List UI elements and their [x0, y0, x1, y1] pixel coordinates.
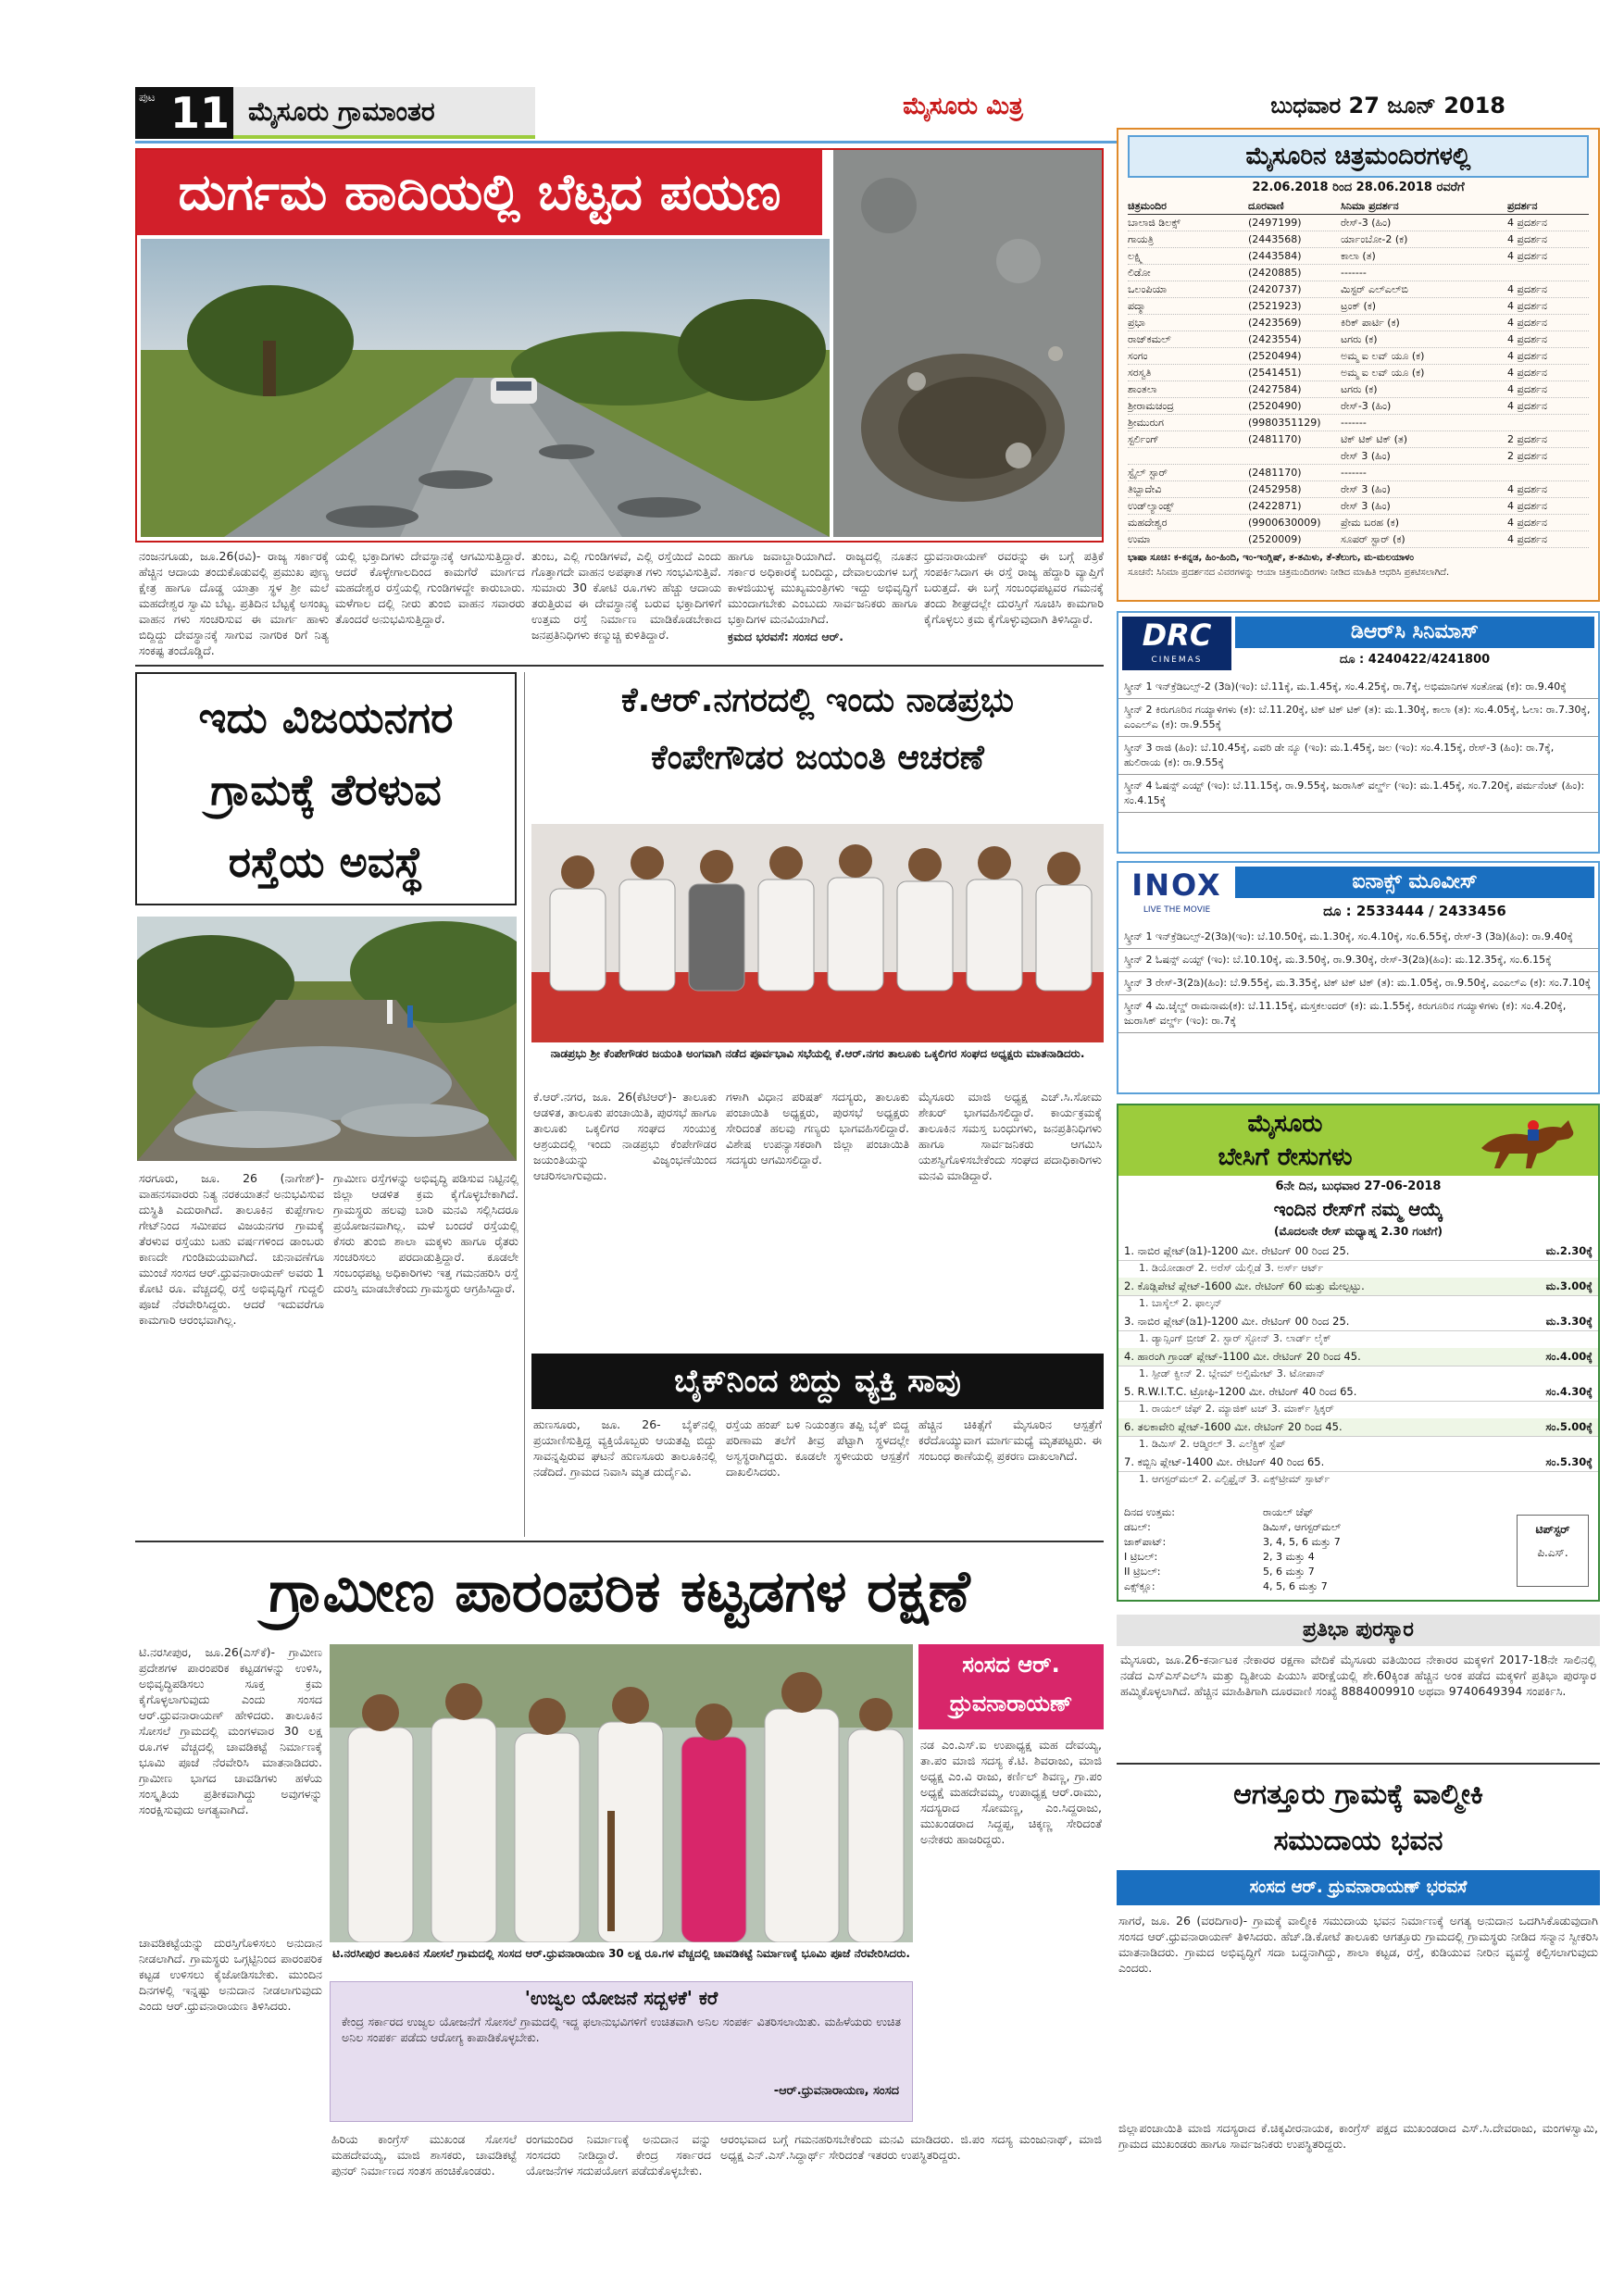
cinema-cell: ಗಾಯತ್ರಿ — [1128, 233, 1154, 245]
section-label: ಮೈಸೂರು ಗ್ರಾಮಾಂತರ — [233, 87, 535, 139]
race-item — [1118, 1454, 1598, 1472]
race-time: ಸಂ.4.30ಕ್ಕೆ — [1545, 1385, 1593, 1398]
cinema-cell: ಕಿರಿಕ್ ಪಾರ್ಟಿ (ಕ) — [1341, 317, 1400, 329]
lead-column-4 — [728, 548, 918, 659]
village-right-rule — [524, 672, 525, 1537]
cinema-cell: ಟಿಕ್ ಟಿಕ್ ಟಿಕ್ (ತ) — [1341, 433, 1407, 445]
cinema-cell: ಪದ್ಮಾ — [1128, 300, 1146, 312]
cinema-cell: (2423554) — [1248, 333, 1302, 345]
lead-column-2: ಯಲ್ಲಿ ಭಕ್ತಾದಿಗಳು ದೇವಸ್ಥಾನಕ್ಕೆ ಆಗಮಿಸುತ್ತಿದ್ದಾರೆ. ಆದರೆ ಕೊಳ್ಳೇಗಾಲದಿಂದ ಕಾಮಗೆರೆ ಮಾರ್ಗದ ಮಹದೇಶ್ವರ ರಸ್ತೆಯಲ್ಲಿ ಗುಂಡಿಗಳದ್ದೇ ಕಾರುಬಾರು. ಮಳೆಗಾಲ ದಲ್ಲಿ ನೀರು ತುಂಬಿ ವಾಹನ ಸವಾರರು ತೊಂದರೆ ಅನುಭವಿಸುತ್ತಿದ್ದಾರೆ. — [335, 549, 525, 626]
village-photo-muddy-road — [137, 917, 517, 1161]
cinema-cell: 4 ಪ್ರದರ್ಶನ — [1507, 333, 1547, 345]
cinema-listing-box — [1117, 128, 1600, 602]
bike-headline-band — [531, 1354, 1104, 1409]
page-word: ಪುಟ — [139, 91, 156, 104]
cinema-row — [1128, 431, 1589, 448]
inox-screen-list — [1118, 926, 1598, 1033]
cinema-cell: ರೇಸ್ 3 (ಹಿಂ) — [1341, 450, 1391, 462]
race-tip-label: ಡಬಲ್: — [1124, 1521, 1151, 1533]
cinema-cell: (2520490) — [1248, 400, 1302, 412]
heritage-column-b3: ರಂಗಮಂದಿರ ನಿರ್ಮಾಣಕ್ಕೆ ಅನುದಾನ ವನ್ನು ಸಂಸದರು ನೀಡಿದ್ದಾರೆ. ಕೇಂದ್ರ ಸರ್ಕಾರದ ಯೋಜನೆಗಳ ಸದುಪಯೋಗ ಪಡೆದುಕೊಳ್ಳಬೇಕು. — [526, 2132, 711, 2177]
cinema-cell: ಉಡ್‌ಲ್ಯಾಂಡ್ಸ್ — [1128, 500, 1174, 512]
race-name: 2. ಕೊಡ್ಲಿಪೇಟೆ ಪ್ಲೇಟ್-1600 ಮೀ. ರೇಟಿಂಗ್ 60 ಮತ್ತು ಮೇಲ್ಪಟ್ಟು. — [1124, 1279, 1365, 1292]
race-item — [1118, 1383, 1598, 1402]
inox-logo-sub: LIVE THE MOVIE — [1143, 905, 1211, 915]
race-tip-value: 4, 5, 6 ಮತ್ತು 7 — [1263, 1580, 1328, 1592]
race-time: ಸಂ.5.30ಕ್ಕೆ — [1545, 1455, 1593, 1468]
cinema-cell: ಟಗರು (ಕ) — [1341, 333, 1378, 345]
cinema-cell: ಸ್ಟೈಲ್ ಸ್ಟಾರ್ — [1128, 467, 1168, 479]
inox-screen-item: ಸ್ಕ್ರೀನ್ 2 ಓಷನ್ಸ್ ಎಯ್ಟ್ (ಇಂ): ಬೆ.10.10ಕ್ಕೆ, ಮ.3.50ಕ್ಕೆ, ರಾ.9.30ಕ್ಕೆ, ರೇಸ್-3(2ಡಿ)(ಹಿಂ): ಮ.12.35ಕ್ಕೆ, ಸಂ.6.15ಕ್ಕೆ — [1118, 949, 1598, 972]
cinema-cell: (2420885) — [1248, 267, 1302, 279]
race-tip-label: I ಟ್ರಿಬಲ್: — [1124, 1551, 1158, 1563]
race-item — [1118, 1418, 1598, 1437]
race-name: 4. ಹಾರಂಗಿ ಗ್ರಾಂಡ್ ಪ್ಲೇಟ್-1100 ಮೀ. ರೇಟಿಂಗ್ 20 ರಿಂದ 45. — [1124, 1350, 1361, 1363]
heritage-column-b4: ಆರಂಭವಾದ ಬಗ್ಗೆ ಗಮನಹರಿಸಬೇಕೆಂದು ಮನವಿ ಮಾಡಿದರು. ಜಿ.ಪಂ ಸದಸ್ಯ ಮಂಜುನಾಥ್, ಮಾಜಿ ಅಧ್ಯಕ್ಷ ಎನ್.ಎಸ್.ಸಿದ್ಧಾರ್ಥ್ ಸೇರಿದಂತೆ ಇತರರು ಉಪಸ್ಥಿತರಿದ್ದರು. — [720, 2132, 1102, 2162]
drc-screen-list — [1118, 676, 1598, 813]
village-column-1: ಸರಗೂರು, ಜೂ. 26 (ನಾಗೇಶ್)- ವಾಹನಸವಾರರು ನಿತ್ಯ ನರಕಯಾತನೆ ಅನುಭವಿಸುವ ದುಸ್ಥಿತಿ ಎದುರಾಗಿದೆ. ತಾಲೂಕಿನ ಕುಪ್ಪೇಗಾಲ ಗೇಟ್‌ನಿಂದ ಸಮೀಪದ ವಿಜಯನಗರ ಗ್ರಾಮಕ್ಕೆ ತೆರಳುವ ರಸ್ತೆಯು ಬಹು ವರ್ಷಗಳಿಂದ ಡಾಂಬರು ಕಾಣದೇ ಗುಂಡಿಮಯವಾಗಿದೆ. ಚುನಾವಣೆಗೂ ಮುಂಚೆ ಸಂಸದ ಆರ್.ಧ್ರುವನಾರಾಯಣ್ ಅವರು 1 ಕೋಟಿ ರೂ. ವೆಚ್ಚದಲ್ಲಿ ರಸ್ತೆ ಅಭಿವೃದ್ಧಿಗೆ ಗುದ್ದಲಿ ಪೂಜೆ ನೆರವೇರಿಸಿದ್ದರು. ಆದರೆ ಇದುವರೆಗೂ ಕಾಮಗಾರಿ ಆರಂಭವಾಗಿಲ್ಲ. — [139, 1171, 324, 1327]
race-list — [1118, 1242, 1598, 1489]
cinema-cell: ಟ್ರಂಕ್ (ಕ) — [1341, 300, 1377, 312]
cinema-cell: 4 ಪ್ರದರ್ಶನ — [1507, 517, 1547, 529]
cinema-row — [1128, 365, 1589, 381]
cinema-cell: 4 ಪ್ರದರ್ಶನ — [1507, 383, 1547, 395]
cinema-cell: (2520009) — [1248, 533, 1302, 545]
cinema-row — [1128, 381, 1589, 398]
races-title-line2: ಬೇಸಿಗೆ ರೇಸುಗಳು — [1218, 1143, 1353, 1171]
cinema-cell: 4 ಪ್ರದರ್ಶನ — [1507, 250, 1547, 262]
kempegowda-column-3: ಮೈಸೂರು ಮಾಜಿ ಅಧ್ಯಕ್ಷ ಎಚ್.ಸಿ.ಸೋಮ ಶೇಖರ್ ಭಾಗವಹಿಸಲಿದ್ದಾರೆ. ಕಾರ್ಯಕ್ರಮಕ್ಕೆ ತಾಲೂಕಿನ ಸಮಸ್ತ ಬಂಧುಗಳು, ಜನಪ್ರತಿನಿಧಿಗಳು ಹಾಗೂ ಸಾರ್ವಜನಿಕರು ಆಗಮಿಸಿ ಯಶಸ್ವಿಗೊಳಿಸಬೇಕೆಂದು ಸಂಘದ ಪದಾಧಿಕಾರಿಗಳು ಮನವಿ ಮಾಡಿದ್ದಾರೆ. — [918, 1090, 1102, 1182]
cinema-row — [1128, 398, 1589, 415]
cinema-row — [1128, 265, 1589, 281]
cinema-legend: ಭಾಷಾ ಸೂಚಿ: ಕ-ಕನ್ನಡ, ಹಿಂ-ಹಿಂದಿ, ಇಂ-ಇಂಗ್ಲಿಷ್, ತ-ತಮಿಳು, ತೆ-ತೆಲುಗು, ಮ-ಮಲಯಾಳಂ — [1128, 553, 1414, 563]
drc-screen-item: ಸ್ಕ್ರೀನ್ 1 ಇನ್‌ಕ್ರೆಡಿಬಲ್ಸ್-2 (3ಡಿ)(ಇಂ): ಬೆ.11ಕ್ಕೆ, ಮ.1.45ಕ್ಕೆ, ಸಂ.4.25ಕ್ಕೆ, ರಾ.7ಕ್ಕೆ, ಅಭಿಮಾನಿಗಳ ಸಂತೋಷ (ಕ): ರಾ.9.40ಕ್ಕೆ — [1118, 676, 1598, 699]
cinema-cell: ಸಂಗಂ — [1128, 350, 1148, 362]
valmiki-text-1: ಸಾಗರೆ, ಜೂ. 26 (ವರದಿಗಾರ)- ಗ್ರಾಮಕ್ಕೆ ವಾಲ್ಮೀಕಿ ಸಮುದಾಯ ಭವನ ನಿರ್ಮಾಣಕ್ಕೆ ಅಗತ್ಯ ಅನುದಾನ ಒದಗಿಸಿಕೊಡುವುದಾಗಿ ಸಂಸದ ಆರ್.ಧ್ರುವನಾರಾಯಣ್ ತಿಳಿಸಿದರು. ಹೆಚ್.ಡಿ.ಕೋಟೆ ತಾಲೂಕು ಆಗತ್ತೂರು ಗ್ರಾಮದಲ್ಲಿ ಗ್ರಾಮಸ್ಥರು ನೀಡಿದ ಸನ್ಮಾನ ಸ್ವೀಕರಿಸಿ ಮಾತನಾಡಿದರು. ಗ್ರಾಮದ ಅಭಿವೃದ್ಧಿಗೆ ಸದಾ ಬದ್ಧನಾಗಿದ್ದು, ಶಾಲಾ ಕಟ್ಟಡ, ರಸ್ತೆ, ಕುಡಿಯುವ ನೀರಿನ ವ್ಯವಸ್ಥೆ ಕಲ್ಪಿಸಲಾಗುವುದು ಎಂದರು. — [1118, 1914, 1598, 1975]
tipster-badge — [1517, 1515, 1589, 1587]
cinema-row — [1128, 481, 1589, 498]
race-item — [1118, 1242, 1598, 1261]
cinema-row — [1128, 448, 1589, 465]
cinema-cell: ------- — [1341, 267, 1367, 279]
cinema-cell: (2481170) — [1248, 467, 1302, 479]
race-tips — [1118, 1505, 1507, 1594]
heritage-column-1: ಟಿ.ನರಸೀಪುರ, ಜೂ.26(ಎಸ್‌ಕೆ)- ಗ್ರಾಮೀಣ ಪ್ರದೇಶಗಳ ಪಾರಂಪರಿಕ ಕಟ್ಟಡಗಳನ್ನು ಉಳಿಸಿ, ಅಭಿವೃದ್ಧಿಪಡಿಸಲು ಸೂಕ್ತ ಕ್ರಮ ಕೈಗೊಳ್ಳಲಾಗುವುದು ಎಂದು ಸಂಸದ ಆರ್.ಧ್ರುವನಾರಾಯಣ್ ಹೇಳಿದರು. ತಾಲೂಕಿನ ಸೋಸಲೆ ಗ್ರಾಮದಲ್ಲಿ ಮಂಗಳವಾರ 30 ಲಕ್ಷ ರೂ.ಗಳ ವೆಚ್ಚದಲ್ಲಿ ಚಾವಡಿಕಟ್ಟೆ ನಿರ್ಮಾಣಕ್ಕೆ ಭೂಮಿ ಪೂಜೆ ನೆರವೇರಿಸಿ ಮಾತನಾಡಿದರು. ಗ್ರಾಮೀಣ ಭಾಗದ ಚಾವಡಿಗಳು ಹಳೆಯ ಸಂಸ್ಕೃತಿಯ ಪ್ರತೀಕವಾಗಿದ್ದು ಅವುಗಳನ್ನು ಸಂರಕ್ಷಿಸುವುದು ಅಗತ್ಯವಾಗಿದೆ. — [139, 1645, 322, 1816]
cinema-cell: (2443584) — [1248, 250, 1302, 262]
cinema-cell: ರೇಸ್-3 (ಹಿಂ) — [1341, 217, 1392, 229]
cinema-cell: 4 ಪ್ರದರ್ಶನ — [1507, 367, 1547, 379]
inox-screen-item: ಸ್ಕ್ರೀನ್ 1 ಇನ್‌ಕ್ರೆಡಿಬಲ್ಸ್-2(3ಡಿ)(ಇಂ): ಬೆ.10.50ಕ್ಕೆ, ಮ.1.30ಕ್ಕೆ, ಸಂ.4.10ಕ್ಕೆ, ಸಂ.6.55ಕ್ಕೆ, ರೇಸ್-3 (3ಡಿ)(ಹಿಂ): ರಾ.9.40ಕ್ಕೆ — [1118, 926, 1598, 949]
tipster-name: ಪಿ.ಎಸ್. — [1537, 1546, 1568, 1559]
race-name: 1. ನಾಬಿರ ಪ್ಲೇಟ್(ಡಿ1)-1200 ಮೀ. ರೇಟಿಂಗ್ 00 ರಿಂದ 25. — [1124, 1244, 1350, 1257]
races-box — [1117, 1104, 1600, 1602]
drc-screen-item: ಸ್ಕ್ರೀನ್ 4 ಓಷನ್ಸ್ ಎಯ್ಟ್ (ಇಂ): ಬೆ.11.15ಕ್ಕೆ, ರಾ.9.55ಕ್ಕೆ, ಜುರಾಸಿಕ್ ವರ್ಲ್ಡ್ (ಇಂ): ಮ.1.45ಕ್ಕೆ, ಸಂ.7.20ಕ್ಕೆ, ಪರ್ಮನೆಂಟ್ (ಹಿಂ): ಸಂ.4.15ಕ್ಕೆ — [1118, 775, 1598, 813]
lead-headline-band — [137, 150, 822, 235]
race-picks: 1. ಆಗಸ್ಟರ್‌ಮಲ್ 2. ಎಲ್ಟಿಫ್ರೈನ್ 3. ಎಕ್ಸ್‌ಟ್ರೀಮ್ ಸ್ಪಾರ್ಟ್ — [1139, 1473, 1330, 1485]
cinema-cell: ಲಿಡೋ — [1128, 267, 1151, 279]
masthead-date: ಬುಧವಾರ 27 ಜೂನ್ 2018 — [1270, 93, 1505, 119]
cinema-cell: ಮಹದೇಶ್ವರ — [1128, 517, 1168, 529]
inox-phone: ದೂ : 2533444 / 2433456 — [1323, 903, 1506, 919]
cinema-row — [1128, 281, 1589, 298]
lead-column-5: ಧ್ರುವನಾರಾಯಣ್ ರವರನ್ನು ಈ ಬಗ್ಗೆ ಪತ್ರಿಕೆ ಸಂಪರ್ಕಿಸಿದಾಗ ಈ ರಸ್ತೆ ರಾಜ್ಯ ಹೆದ್ದಾರಿ ವ್ಯಾಪ್ತಿಗೆ ಬರುತ್ತದೆ. ಈ ಬಗ್ಗೆ ಸಂಬಂಧಪಟ್ಟವರ ಗಮನಕ್ಕೆ ತಂದು ಶೀಘ್ರದಲ್ಲೇ ದುರಸ್ತಿಗೆ ಸೂಚಿಸಿ ಕಾಮಗಾರಿ ಕೈಗೊಳ್ಳಲು ಕ್ರಮ ಕೈಗೊಳ್ಳುವುದಾಗಿ ತಿಳಿಸಿದ್ದಾರೆ. — [924, 549, 1104, 626]
cinema-row — [1128, 498, 1589, 515]
cinema-cell: 2 ಪ್ರದರ್ಶನ — [1507, 433, 1547, 445]
cinema-table-header: ಚಿತ್ರಮಂದಿರ ದೂರವಾಣಿ ಸಿನಿಮಾ ಪ್ರದರ್ಶನ ಪ್ರದರ್ಶನ — [1128, 198, 1589, 215]
award-box — [1117, 1615, 1600, 1755]
heritage-headline: ಗ್ರಾಮೀಣ ಪಾರಂಪರಿಕ ಕಟ್ಟಡಗಳ ರಕ್ಷಣೆ — [269, 1557, 970, 1625]
race-picks: 1. ಡಿಮಿಸ್ 2. ಆಡ್ಮಿರಲ್ 3. ಎಲೆಕ್ಟ್ರಿಕ್ ಸ್ಟೆಪ್ — [1139, 1438, 1286, 1450]
cinema-row — [1128, 298, 1589, 315]
cinema-row — [1128, 315, 1589, 331]
cinema-cell: ಶ್ರೀರಾಮಚಂದ್ರ — [1128, 400, 1174, 412]
village-column-2: ಗ್ರಾಮೀಣ ರಸ್ತೆಗಳನ್ನು ಅಭಿವೃದ್ಧಿ ಪಡಿಸುವ ನಿಟ್ಟಿನಲ್ಲಿ ಜಿಲ್ಲಾ ಆಡಳಿತ ಕ್ರಮ ಕೈಗೊಳ್ಳಬೇಕಾಗಿದೆ. ಗ್ರಾಮಸ್ಥರು ಹಲವು ಬಾರಿ ಮನವಿ ಸಲ್ಲಿಸಿದರೂ ಪ್ರಯೋಜನವಾಗಿಲ್ಲ. ಮಳೆ ಬಂದರೆ ರಸ್ತೆಯಲ್ಲಿ ಕೆಸರು ತುಂಬಿ ಶಾಲಾ ಮಕ್ಕಳು ಹಾಗೂ ರೈತರು ಸಂಚರಿಸಲು ಪರದಾಡುತ್ತಿದ್ದಾರೆ. ಕೂಡಲೇ ಸಂಬಂಧಪಟ್ಟ ಅಧಿಕಾರಿಗಳು ಇತ್ತ ಗಮನಹರಿಸಿ ರಸ್ತೆ ದುರಸ್ತಿ ಮಾಡಬೇಕೆಂದು ಗ್ರಾಮಸ್ಥರು ಆಗ್ರಹಿಸಿದ್ದಾರೆ. — [333, 1171, 518, 1295]
cinema-cell: 4 ಪ್ರದರ್ಶನ — [1507, 350, 1547, 362]
cinema-row — [1128, 348, 1589, 365]
drc-title-band — [1235, 617, 1594, 648]
inox-screen-item: ಸ್ಕ್ರೀನ್ 3 ರೇಸ್-3(2ಡಿ)(ಹಿಂ): ಬೆ.9.55ಕ್ಕೆ, ಮ.3.35ಕ್ಕೆ, ಟಿಕ್ ಟಿಕ್ ಟಿಕ್ (ತ): ಮ.1.05ಕ್ಕೆ, ರಾ.9.50ಕ್ಕೆ, ಎಂಎಲ್‌ಎ (ಕ): ಸಂ.7.10ಕ್ಕೆ — [1118, 972, 1598, 995]
inox-logo — [1122, 867, 1231, 920]
cinema-table-body — [1128, 215, 1589, 548]
valmiki-banner-text: ಸಂಸದ ಆರ್. ಧ್ರುವನಾರಾಯಣ್ ಭರವಸೆ — [1249, 1878, 1468, 1897]
race-name: 5. R.W.I.T.C. ಟ್ರೋಫಿ-1200 ಮೀ. ರೇಟಿಂಗ್ 40 ರಿಂದ 65. — [1124, 1385, 1357, 1398]
kempegowda-column-1: ಕೆ.ಆರ್.ನಗರ, ಜೂ. 26(ಕೆಟಿಆರ್)- ತಾಲೂಕು ಆಡಳಿತ, ತಾಲೂಕು ಪಂಚಾಯಿತಿ, ಪುರಸಭೆ ಹಾಗೂ ತಾಲೂಕು ಒಕ್ಕಲಿಗರ ಸಂಘದ ಸಂಯುಕ್ತ ಆಶ್ರಯದಲ್ಲಿ ಇಂದು ನಾಡಪ್ರಭು ಕೆಂಪೇಗೌಡರ ಜಯಂತಿಯನ್ನು ವಿಜೃಂಭಣೆಯಿಂದ ಆಚರಿಸಲಾಗುವುದು. — [533, 1090, 717, 1182]
race-time: ಮ.3.30ಕ್ಕೆ — [1545, 1315, 1593, 1328]
cinema-cell: ರ್ಯಾಂಬೋ-2 (ಕ) — [1341, 233, 1408, 245]
award-rule — [1117, 1763, 1600, 1765]
race-name: 6. ತಲಕಾವೇರಿ ಪ್ಲೇಟ್-1600 ಮೀ. ರೇಟಿಂಗ್ 20 ರಿಂದ 45. — [1124, 1420, 1343, 1433]
race-name: 3. ನಾಬಿರ ಪ್ಲೇಟ್(ಡಿ1)-1200 ಮೀ. ರೇಟಿಂಗ್ 00 ರಿಂದ 25. — [1124, 1315, 1350, 1328]
drc-logo — [1122, 617, 1231, 670]
village-headline-line1: ಇದು ವಿಜಯನಗರ — [198, 693, 454, 742]
race-tip-value: 5, 6 ಮತ್ತು 7 — [1263, 1566, 1315, 1578]
races-first-race: (ಮೊದಲನೇ ರೇಸ್ ಮಧ್ಯಾಹ್ನ 2.30 ಗಂಟೆಗೆ) — [1274, 1225, 1443, 1238]
race-time: ಸಂ.4.00ಕ್ಕೆ — [1545, 1350, 1593, 1363]
heritage-photo-caption: ಟಿ.ನರಸೀಪುರ ತಾಲೂಕಿನ ಸೋಸಲೆ ಗ್ರಾಮದಲ್ಲಿ ಸಂಸದ ಆರ್.ಧ್ರುವನಾರಾಯಣ 30 ಲಕ್ಷ ರೂ.ಗಳ ವೆಚ್ಚದಲ್ಲಿ ಚಾವಡಿಕಟ್ಟೆ ನಿರ್ಮಾಣಕ್ಕೆ ಭೂಮಿ ಪೂಜೆ ನೆರವೇರಿಸಿದರು. — [332, 1947, 910, 1960]
cinema-cell: (9980351129) — [1248, 417, 1321, 429]
cinema-cell: 4 ಪ್ರದರ್ಶನ — [1507, 317, 1547, 329]
race-time: ಮ.3.00ಕ್ಕೆ — [1545, 1279, 1593, 1292]
lead-column-3: ತುಂಬ, ಎಲ್ಲಿ ಗುಂಡಿಗಳವೆ, ಎಲ್ಲಿ ರಸ್ತೆಯಿದೆ ಎಂದು ಗೊತ್ತಾಗದೇ ವಾಹನ ಅಪಘಾತ ಗಳು ಸಂಭವಿಸುತ್ತಿವೆ. ಸುಮಾರು 30 ಕೋಟಿ ರೂ.ಗಳು ಹೆಚ್ಚು ಆದಾಯ ತರುತ್ತಿರುವ ಈ ದೇವಸ್ಥಾನಕ್ಕೆ ಬರುವ ಭಕ್ತಾದಿಗಳಿಗೆ ಉತ್ತಮ ರಸ್ತೆ ನಿರ್ಮಾಣ ಮಾಡಿಕೊಡಬೇಕಾದ ಜನಪ್ರತಿನಿಧಿಗಳು ಕಣ್ಮುಚ್ಚಿ ಕುಳಿತಿದ್ದಾರೆ. — [531, 549, 721, 642]
drc-screen-item: ಸ್ಕ್ರೀನ್ 3 ರಾಜಿ (ಹಿಂ): ಬೆ.10.45ಕ್ಕೆ, ಎವರಿ ಡೇ ನ್ಯೂ (ಇಂ): ಮ.1.45ಕ್ಕೆ, ಜಲ (ಇಂ): ಸಂ.4.15ಕ್ಕೆ, ರೇಸ್-3 (ಹಿಂ): ರಾ.7ಕ್ಕೆ, ಹುಲಿರಾಯ (ಕ): ರಾ.9.55ಕ್ಕೆ — [1118, 737, 1598, 775]
race-picks: 1. ಡ್ಯಾನ್ಸಿಂಗ್ ಬ್ರೀಜ್ 2. ಸ್ಟಾರ್ ಸ್ಟೋನ್ 3. ಲಾರ್ಡ್ ಲೈಕ್ — [1139, 1332, 1331, 1344]
cinema-cell: ರೇಸ್ 3 (ಹಿಂ) — [1341, 500, 1391, 512]
race-time: ಮ.2.30ಕ್ಕೆ — [1545, 1244, 1593, 1257]
race-picks: 1. ಬಾಸ್ಕೆಲ್ 2. ಫಾಲ್ಕನ್ — [1139, 1297, 1222, 1309]
cinema-cell: ಪ್ರೇಮ ಬರಹ (ಕ) — [1341, 517, 1400, 529]
race-tip-label: ದಿನದ ಉತ್ತಮ: — [1124, 1506, 1175, 1518]
cinema-cell: (2443568) — [1248, 233, 1302, 245]
valmiki-headline-line1: ಆಗತ್ತೂರು ಗ್ರಾಮಕ್ಕೆ ವಾಲ್ಮೀಕಿ — [1233, 1778, 1483, 1811]
race-name: 7. ಕಬ್ಬಿನಿ ಪ್ಲೇಟ್-1400 ಮೀ. ರೇಟಿಂಗ್ 40 ರಿಂದ 65. — [1124, 1455, 1325, 1468]
cinema-cell: ------- — [1341, 417, 1367, 429]
lead-headline: ದುರ್ಗಮ ಹಾದಿಯಲ್ಲಿ ಬೆಟ್ಟದ ಪಯಣ — [178, 163, 781, 221]
races-day-line: 6ನೇ ದಿನ, ಬುಧವಾರ 27-06-2018 — [1275, 1179, 1442, 1193]
cinema-cell: (2520494) — [1248, 350, 1302, 362]
cinema-title-band — [1128, 135, 1589, 178]
cinema-cell: 4 ಪ್ರದರ್ಶನ — [1507, 400, 1547, 412]
cinema-cell: (2423569) — [1248, 317, 1302, 329]
cinema-cell: ಸ್ಟರ್ಲಿಂಗ್ — [1128, 433, 1159, 445]
award-title: ಪ್ರತಿಭಾ ಪುರಸ್ಕಾರ — [1117, 1615, 1600, 1646]
ujwala-box-text: ಕೇಂದ್ರ ಸರ್ಕಾರದ ಉಜ್ವಲ ಯೋಜನೆಗೆ ಸೋಸಲೆ ಗ್ರಾಮದಲ್ಲಿ ಇದ್ದ ಫಲಾನುಭವಿಗಳಿಗೆ ಉಚಿತವಾಗಿ ಅನಿಲ ಸಂಪರ್ಕ ವಿತರಿಸಲಾಯಿತು. ಮಹಿಳೆಯರು ಉಚಿತ ಅನಿಲ ಸಂಪರ್ಕ ಪಡೆದು ಆರೋಗ್ಯ ಕಾಪಾಡಿಕೊಳ್ಳಬೇಕು. — [342, 2015, 901, 2044]
race-tip-row — [1118, 1579, 1507, 1594]
cinema-row — [1128, 515, 1589, 531]
kempegowda-photo-meeting — [531, 824, 1104, 1042]
cinema-row — [1128, 415, 1589, 431]
races-title-line1: ಮೈಸೂರು — [1247, 1110, 1323, 1138]
cinema-cell: 2 ಪ್ರದರ್ಶನ — [1507, 450, 1547, 462]
inox-logo-text: INOX — [1131, 867, 1222, 903]
drc-screen-item: ಸ್ಕ್ರೀನ್ 2 ಕಿರುಗೂರಿನ ಗಯ್ಯಾಳಿಗಳು (ಕ): ಬೆ.11.20ಕ್ಕೆ, ಟಿಕ್ ಟಿಕ್ ಟಿಕ್ (ತ): ಮ.1.30ಕ್ಕೆ, ಕಾಲಾ (ತ): ಸಂ.4.05ಕ್ಕೆ, ಓಲಾ: ರಾ.7.30ಕ್ಕೆ, ಎಂಎಲ್‌ಎ (ಕ): ರಾ.9.55ಕ್ಕೆ — [1118, 699, 1598, 737]
ujwala-box-credit: -ಆರ್.ಧ್ರುವನಾರಾಯಣ, ಸಂಸದ — [773, 2084, 899, 2098]
lead-column-1: ನಂಜನಗೂಡು, ಜೂ.26(ರವಿ)- ರಾಜ್ಯ ಸರ್ಕಾರಕ್ಕೆ ಹೆಚ್ಚಿನ ಆದಾಯ ತಂದುಕೊಡುವಲ್ಲಿ ಪ್ರಮುಖ ಪುಣ್ಯ ಕ್ಷೇತ್ರ ಹಾಗೂ ದೊಡ್ಡ ಯಾತ್ರಾ ಸ್ಥಳ ಶ್ರೀ ಮಲೆ ಮಹದೇಶ್ವರ ಸ್ವಾಮಿ ಬೆಟ್ಟ. ಪ್ರತಿದಿನ ಬೆಟ್ಟಕ್ಕೆ ಅಸಂಖ್ಯ ವಾಹನ ಗಳು ಸಂಚರಿಸುವ ಈ ಮಾರ್ಗ ಹಾಳು ಬಿದ್ದಿದ್ದು ದೇವಸ್ಥಾನಕ್ಕೆ ಸಾಗುವ ನಾಗರಿಕ ರಿಗೆ ನಿತ್ಯ ಸಂಕಷ್ಟ ತಂದೊಡ್ಡಿದೆ. — [139, 549, 329, 657]
lead-story — [135, 148, 1104, 543]
heritage-column-b2: ಹಿರಿಯ ಕಾಂಗ್ರೆಸ್ ಮುಖಂಡ ಸೋಸಲೆ ಮಹದೇವಯ್ಯ, ಮಾಜಿ ಶಾಸಕರು, ಚಾವಡಿಕಟ್ಟೆ ಪುನರ್ ನಿರ್ಮಾಣದ ಸಂತಸ ಹಂಚಿಕೊಂಡರು. — [331, 2132, 517, 2177]
inox-screen-item: ಸ್ಕ್ರೀನ್ 4 ಮಿ.ಚೈಲ್ಡ್ ರಾಮನಾಮ(ಕ): ಬೆ.11.15ಕ್ಕೆ, ಮಸ್ತಕಲಂದರ್ (ಕ): ಮ.1.55ಕ್ಕೆ, ಕಿರುಗೂರಿನ ಗಯ್ಯಾಳಿಗಳು (ಕ): ಸಂ.4.20ಕ್ಕೆ, ಜುರಾಸಿಕ್ ವರ್ಲ್ಡ್ (ಇಂ): ರಾ.7ಕ್ಕೆ — [1118, 995, 1598, 1033]
cinema-cell: 4 ಪ್ರದರ್ಶನ — [1507, 283, 1547, 295]
cinema-cell: ಅಮ್ಮ ಐ ಲವ್ ಯೂ (ಕ) — [1341, 367, 1425, 379]
lead-column-4-credit: ಕ್ರಮದ ಭರವಸೆ: ಸಂಸದ ಆರ್. — [728, 630, 844, 643]
cinema-cell: (2420737) — [1248, 283, 1302, 295]
kempegowda-headline-line1: ಕೆ.ಆರ್.ನಗರದಲ್ಲಿ ಇಂದು ನಾಡಪ್ರಭು — [621, 681, 1014, 719]
masthead-paper-name: ಮೈಸೂರು ಮಿತ್ರ — [903, 93, 1023, 120]
inox-title: ಐನಾಕ್ಸ್ ಮೂವೀಸ್ — [1352, 870, 1478, 893]
cinema-cell: ಕಾಲಾ (ತ) — [1341, 250, 1376, 262]
heritage-column-b1: ಚಾವಡಿಕಟ್ಟೆಯನ್ನು ದುರಸ್ತಿಗೊಳಿಸಲು ಅನುದಾನ ನೀಡಲಾಗಿದೆ. ಗ್ರಾಮಸ್ಥರು ಒಗ್ಗಟ್ಟಿನಿಂದ ಪಾರಂಪರಿಕ ಕಟ್ಟಡ ಉಳಿಸಲು ಕೈಜೋಡಿಸಬೇಕು. ಮುಂದಿನ ದಿನಗಳಲ್ಲಿ ಇನ್ನಷ್ಟು ಅನುದಾನ ನೀಡಲಾಗುವುದು ಎಂದು ಆರ್.ಧ್ರುವನಾರಾಯಣ ತಿಳಿಸಿದರು. — [139, 1936, 322, 2013]
bike-column-3: ಹೆಚ್ಚಿನ ಚಿಕಿತ್ಸೆಗೆ ಮೈಸೂರಿನ ಆಸ್ಪತ್ರೆಗೆ ಕರೆದೊಯ್ಯುವಾಗ ಮಾರ್ಗಮಧ್ಯೆ ಮೃತಪಟ್ಟರು. ಈ ಸಂಬಂಧ ಠಾಣೆಯಲ್ಲಿ ಪ್ರಕರಣ ದಾಖಲಾಗಿದೆ. — [918, 1417, 1102, 1463]
drc-title: ಡಿಆರ್‌ಸಿ ಸಿನಿಮಾಸ್ — [1351, 620, 1479, 643]
bike-column-2: ರಸ್ತೆಯ ಹಂಪ್ ಬಳಿ ನಿಯಂತ್ರಣ ತಪ್ಪಿ ಬೈಕ್ ಬಿದ್ದ ಪರಿಣಾಮ ತಲೆಗೆ ತೀವ್ರ ಪೆಟ್ಟಾಗಿ ಸ್ಥಳದಲ್ಲೇ ಅಸ್ವಸ್ಥರಾಗಿದ್ದರು. ಕೂಡಲೇ ಸ್ಥಳೀಯರು ಆಸ್ಪತ್ರೆಗೆ ದಾಖಲಿಸಿದರು. — [726, 1417, 909, 1479]
drc-cinemas-box — [1117, 611, 1600, 854]
cinema-cell: 4 ಪ್ರದರ್ಶನ — [1507, 533, 1547, 545]
cinema-cell: ಟಗರು (ಕ) — [1341, 383, 1378, 395]
heritage-side-title-band — [918, 1644, 1104, 1729]
cinema-cell: (2452958) — [1248, 483, 1302, 495]
cinema-cell: 4 ಪ್ರದರ್ಶನ — [1507, 233, 1547, 245]
ujwala-box-title: 'ಉಜ್ವಲ ಯೋಜನೆ ಸದ್ಬಳಕೆ' ಕರೆ — [524, 1987, 718, 2009]
race-tip-row — [1118, 1565, 1507, 1579]
race-tip-row — [1118, 1535, 1507, 1550]
cinema-cell — [1507, 415, 1585, 430]
races-pick-title: ಇಂದಿನ ರೇಸ್‌ಗೆ ನಮ್ಮ ಆಯ್ಕೆ — [1118, 1196, 1598, 1222]
award-text: ಮೈಸೂರು, ಜೂ.26-ಕರ್ನಾಟಕ ನೇಕಾರರ ರಕ್ಷಣಾ ವೇದಿಕೆ ಮೈಸೂರು ವತಿಯಿಂದ ನೇಕಾರರ ಮಕ್ಕಳಿಗೆ 2017-18ನೇ ಸಾಲಿನಲ್ಲಿ ನಡೆದ ಎಸ್‌ಎಸ್‌ಎಲ್‌ಸಿ ಮತ್ತು ದ್ವಿತೀಯ ಪಿಯುಸಿ ಪರೀಕ್ಷೆಯಲ್ಲಿ ಶೇ.60ಕ್ಕಿಂತ ಹೆಚ್ಚಿನ ಅಂಕ ಪಡೆದ ಮಕ್ಕಳಿಗೆ ಪ್ರತಿಭಾ ಪುರಸ್ಕಾರ ಹಮ್ಮಿಕೊಳ್ಳಲಾಗಿದೆ. ಹೆಚ್ಚಿನ ಮಾಹಿತಿಗಾಗಿ ದೂರವಾಣಿ ಸಂಖ್ಯೆ 8884009910 ಅಥವಾ 9740649394 ಸಂಪರ್ಕಿಸಿ. — [1120, 1653, 1596, 1698]
race-time: ಸಂ.5.00ಕ್ಕೆ — [1545, 1420, 1593, 1433]
cinema-cell: ಲಕ್ಷ್ಮಿ — [1128, 250, 1143, 262]
lead-photo-road — [141, 239, 830, 537]
ujwala-box — [330, 1981, 913, 2122]
cinema-cell: 4 ಪ್ರದರ್ಶನ — [1507, 500, 1547, 512]
cinema-cell: (2541451) — [1248, 367, 1302, 379]
cinema-cell — [1248, 448, 1341, 464]
race-tip-row — [1118, 1505, 1507, 1520]
drc-logo-text: DRC — [1142, 618, 1212, 653]
lead-column-4-text: ಹಾಗೂ ಜವಾಬ್ದಾರಿಯಾಗಿದೆ. ರಾಜ್ಯದಲ್ಲಿ ನೂತನ ಸರ್ಕಾರ ಅಧಿಕಾರಕ್ಕೆ ಬಂದಿದ್ದು, ದೇವಾಲಯಗಳ ಬಗ್ಗೆ ಕಾಳಜಿಯುಳ್ಳ ಮುಖ್ಯಮಂತ್ರಿಗಳು ಇದ್ದು ಅಭಿವೃದ್ಧಿಗೆ ಮುಂದಾಗಬೇಕು ಎಂಬುದು ಸಾರ್ವಜನಿಕರು ಹಾಗೂ ಭಕ್ತಾದಿಗಳ ಮನವಿಯಾಗಿದೆ. — [728, 549, 918, 626]
cinema-title: ಮೈಸೂರಿನ ಚಿತ್ರಮಂದಿರಗಳಲ್ಲಿ — [1245, 143, 1471, 170]
heritage-side-text: ನಡ ಎಂ.ಎಸ್.ಐ ಉಪಾಧ್ಯಕ್ಷ ಮಹ ದೇವಯ್ಯ, ತಾ.ಪಂ ಮಾಜಿ ಸದಸ್ಯ ಕೆ.ಟಿ. ಶಿವರಾಜು, ಮಾಜಿ ಅಧ್ಯಕ್ಷ ಎಂ.ವಿ ರಾಜು, ಕರ್ಣಿಲ್ ಶಿವಣ್ಣ, ಗ್ರಾ.ಪಂ ಅಧ್ಯಕ್ಷೆ ಮಹದೇವಮ್ಮ, ಉಪಾಧ್ಯಕ್ಷ ಆರ್.ರಾಮು, ಸದಸ್ಯರಾದ ಸೋಮಣ್ಣ, ಎಂ.ಸಿದ್ದರಾಜು, ಮುಖಂಡರಾದ ಸಿದ್ದಪ್ಪ, ಚಿಕ್ಕಣ್ಣ ಸೇರಿದಂತೆ ಅನೇಕರು ಹಾಜರಿದ್ದರು. — [920, 1738, 1102, 1846]
race-picks: 1. ಡಿಯೋಡಾರ್ 2. ಅರೆಸ್ ಯೆಲ್ಲಿಡೆ 3. ಅರ್ಸ್ ಆರ್ಟ್ — [1139, 1262, 1324, 1274]
kempegowda-headline — [531, 672, 1104, 811]
race-tip-value: ರಾಯಲ್ ಚೆಫ್ — [1263, 1506, 1314, 1518]
cinema-cell: ಪ್ರಭಾ — [1128, 317, 1145, 329]
cinema-cell: ------- — [1341, 467, 1367, 479]
cinema-cell: ರೇಸ್ 3 (ಹಿಂ) — [1341, 483, 1391, 495]
races-title-band — [1118, 1105, 1598, 1176]
cinema-cell: (2497199) — [1248, 217, 1302, 229]
cinema-cell: 4 ಪ್ರದರ್ಶನ — [1507, 483, 1547, 495]
kempegowda-headline-line2: ಕೆಂಪೇಗೌಡರ ಜಯಂತಿ ಆಚರಣೆ — [651, 739, 984, 777]
race-item — [1118, 1348, 1598, 1366]
drc-phone: ದೂ : 4240422/4241800 — [1339, 653, 1491, 667]
heritage-side-title-line2: ಧ್ರುವನಾರಾಯಣ್ — [949, 1691, 1073, 1716]
valmiki-text-2: ಜಿಲ್ಲಾಪಂಚಾಯಿತಿ ಮಾಜಿ ಸದಸ್ಯರಾದ ಕೆ.ಚಿಕ್ಕವೀರನಾಯಕ, ಕಾಂಗ್ರೆಸ್ ಪಕ್ಷದ ಮುಖಂಡರಾದ ಎಸ್.ಸಿ.ದೇವರಾಜು, ಮಂಗಳಸ್ವಾಮಿ, ಗ್ರಾಮದ ಮುಖಂಡರು ಹಾಗೂ ಸಾರ್ವಜನಿಕರು ಉಪಸ್ಥಿತರಿದ್ದರು. — [1118, 2121, 1598, 2151]
cinema-cell: ರಾಜ್‌ಕಮಲ್ — [1128, 333, 1171, 345]
valmiki-headline-line2: ಸಮುದಾಯ ಭವನ — [1273, 1825, 1443, 1857]
heritage-photo-ceremony — [330, 1644, 913, 1942]
cinema-cell: ಅಮ್ಮ ಐ ಲವ್ ಯೂ (ಕ) — [1341, 350, 1425, 362]
race-tip-value: 3, 4, 5, 6 ಮತ್ತು 7 — [1263, 1536, 1341, 1548]
cinema-cell: (2422871) — [1248, 500, 1302, 512]
cinema-cell: ಶಾಂತಲಾ — [1128, 383, 1157, 395]
cinema-row — [1128, 231, 1589, 248]
race-tip-label: ಎಕ್ಸ್‌ಕ್ಲೂ: — [1124, 1580, 1156, 1592]
inox-title-band — [1235, 867, 1594, 898]
cinema-cell: (2521923) — [1248, 300, 1302, 312]
horse-icon — [1472, 1111, 1583, 1172]
page-number-badge — [135, 87, 233, 139]
cinema-row — [1128, 331, 1589, 348]
cinema-cell: ಸೂಪರ್ ಸ್ಟಾರ್ (ಕ) — [1341, 533, 1405, 545]
village-story-headline-box — [135, 672, 517, 905]
cinema-cell: ಶ್ರೀಮುರುಗ — [1128, 417, 1164, 429]
cinema-cell: ಬಾಲಾಜಿ ಡಿಲಕ್ಸ್ — [1128, 217, 1181, 229]
race-item — [1118, 1313, 1598, 1331]
cinema-date-range: 22.06.2018 ರಿಂದ 28.06.2018 ರವರೆಗೆ — [1252, 181, 1465, 194]
kempegowda-photo-caption: ನಾಡಪ್ರಭು ಶ್ರೀ ಕೆಂಪೇಗೌಡರ ಜಯಂತಿ ಅಂಗವಾಗಿ ನಡೆದ ಪೂರ್ವಭಾವಿ ಸಭೆಯಲ್ಲಿ ಕೆ.ಆರ್.ನಗರ ತಾಲೂಕು ಒಕ್ಕಲಿಗರ ಸಂಘದ ಅಧ್ಯಕ್ಷರು ಮಾತನಾಡಿದರು. — [550, 1047, 1085, 1060]
cinema-cell: ಮಿಸ್ಟರ್ ಎಲ್‌ಎಲ್‌ಬಿ — [1341, 283, 1408, 295]
race-tip-label: ಜಾಕ್‌ಪಾಟ್: — [1124, 1536, 1167, 1548]
race-picks: 1. ರಾಯಲ್ ಚೆಫ್ 2. ಮ್ಯಾಜಿಕ್ ಟಚ್ 3. ಮಾರ್ಕ್ ಸ್ಟಿಕ್ಕರ್ — [1139, 1403, 1334, 1415]
lead-photo-pothole — [833, 150, 1102, 537]
cinema-row — [1128, 215, 1589, 231]
cinema-cell: 4 ಪ್ರದರ್ಶನ — [1507, 217, 1547, 229]
cinema-cell — [1128, 448, 1248, 464]
race-tip-value: ಡಿಮಿಸ್, ಆಗಸ್ಟರ್‌ಮಲ್ — [1263, 1521, 1342, 1533]
valmiki-banner — [1117, 1870, 1600, 1905]
drc-logo-sub: CINEMAS — [1151, 655, 1203, 665]
cinema-cell: ಉಮಾ — [1128, 533, 1151, 545]
cinema-note: ಸೂಚನೆ: ಸಿನಿಮಾ ಪ್ರದರ್ಶನದ ವಿವರಗಳನ್ನು ಆಯಾ ಚಿತ್ರಮಂದಿರಗಳು ನೀಡಿದ ಮಾಹಿತಿ ಆಧರಿಸಿ ಪ್ರಕಟಿಸಲಾಗಿದೆ. — [1128, 568, 1450, 578]
race-tip-value: 2, 3 ಮತ್ತು 4 — [1263, 1551, 1315, 1563]
tipster-label: ಟಿಪ್‌ಸ್ಟರ್ — [1535, 1523, 1570, 1536]
cinema-table — [1128, 198, 1589, 548]
cinema-cell: ತಿಬ್ಬಾದೇವಿ — [1128, 483, 1162, 495]
cinema-cell: (2481170) — [1248, 433, 1302, 445]
race-picks: 1. ಸ್ಪೀಡ್ ಕ್ವೀನ್ 2. ಬ್ಲೇಮ್ ಅಲ್ಟಿಮೇಟ್ 3. ಟೋಪಾನ್ — [1139, 1367, 1326, 1379]
cinema-cell — [1507, 465, 1585, 480]
cinema-cell: (2427584) — [1248, 383, 1302, 395]
cinema-row — [1128, 531, 1589, 548]
village-headline-line2: ಗ್ರಾಮಕ್ಕೆ ತೆರಳುವ — [210, 765, 442, 815]
cinema-cell: ಸರಸ್ವತಿ — [1128, 367, 1152, 379]
heritage-side-title-line1: ಸಂಸದ ಆರ್. — [962, 1652, 1060, 1678]
lead-bottom-rule — [135, 665, 1104, 667]
cinema-cell: (9900630009) — [1248, 517, 1321, 529]
race-tip-label: II ಟ್ರಿಬಲ್: — [1124, 1566, 1161, 1578]
race-tip-row — [1118, 1520, 1507, 1535]
cinema-row — [1128, 465, 1589, 481]
village-headline-line3: ರಸ್ತೆಯ ಅವಸ್ಥೆ — [228, 837, 424, 887]
cinema-cell: ರೇಸ್-3 (ಹಿಂ) — [1341, 400, 1392, 412]
bike-column-1: ಹುಣಸೂರು, ಜೂ. 26- ಬೈಕ್‌ನಲ್ಲಿ ಪ್ರಯಾಣಿಸುತ್ತಿದ್ದ ವ್ಯಕ್ತಿಯೊಬ್ಬರು ಆಯತಪ್ಪಿ ಬಿದ್ದು ಸಾವನ್ನಪ್ಪಿರುವ ಘಟನೆ ಹುಣಸೂರು ತಾಲೂಕಿನಲ್ಲಿ ನಡೆದಿದೆ. ಗ್ರಾಮದ ನಿವಾಸಿ ಮೃತ ದುರ್ದೈವಿ. — [533, 1417, 717, 1479]
kempegowda-column-2: ಗಳಾಗಿ ವಿಧಾನ ಪರಿಷತ್ ಸದಸ್ಯರು, ತಾಲೂಕು ಪಂಚಾಯಿತಿ ಅಧ್ಯಕ್ಷರು, ಪುರಸಭೆ ಅಧ್ಯಕ್ಷರು ಸೇರಿದಂತೆ ಹಲವು ಗಣ್ಯರು ಭಾಗವಹಿಸಲಿದ್ದಾರೆ. ವಿಶೇಷ ಉಪನ್ಯಾಸಕರಾಗಿ ಜಿಲ್ಲಾ ಪಂಚಾಯಿತಿ ಸದಸ್ಯರು ಆಗಮಿಸಲಿದ್ದಾರೆ. — [726, 1090, 909, 1167]
cinema-cell — [1507, 265, 1585, 281]
cinema-cell: 4 ಪ್ರದರ್ಶನ — [1507, 300, 1547, 312]
inox-box — [1117, 861, 1600, 1094]
cinema-row — [1128, 248, 1589, 265]
race-tip-row — [1118, 1550, 1507, 1565]
race-item — [1118, 1278, 1598, 1296]
cinema-cell: ಒಲಂಪಿಯಾ — [1128, 283, 1168, 295]
bike-headline: ಬೈಕ್‌ನಿಂದ ಬಿದ್ದು ವ್ಯಕ್ತಿ ಸಾವು — [674, 1363, 961, 1400]
page-number: 11 — [170, 88, 231, 138]
mid-rule — [135, 1541, 1104, 1542]
